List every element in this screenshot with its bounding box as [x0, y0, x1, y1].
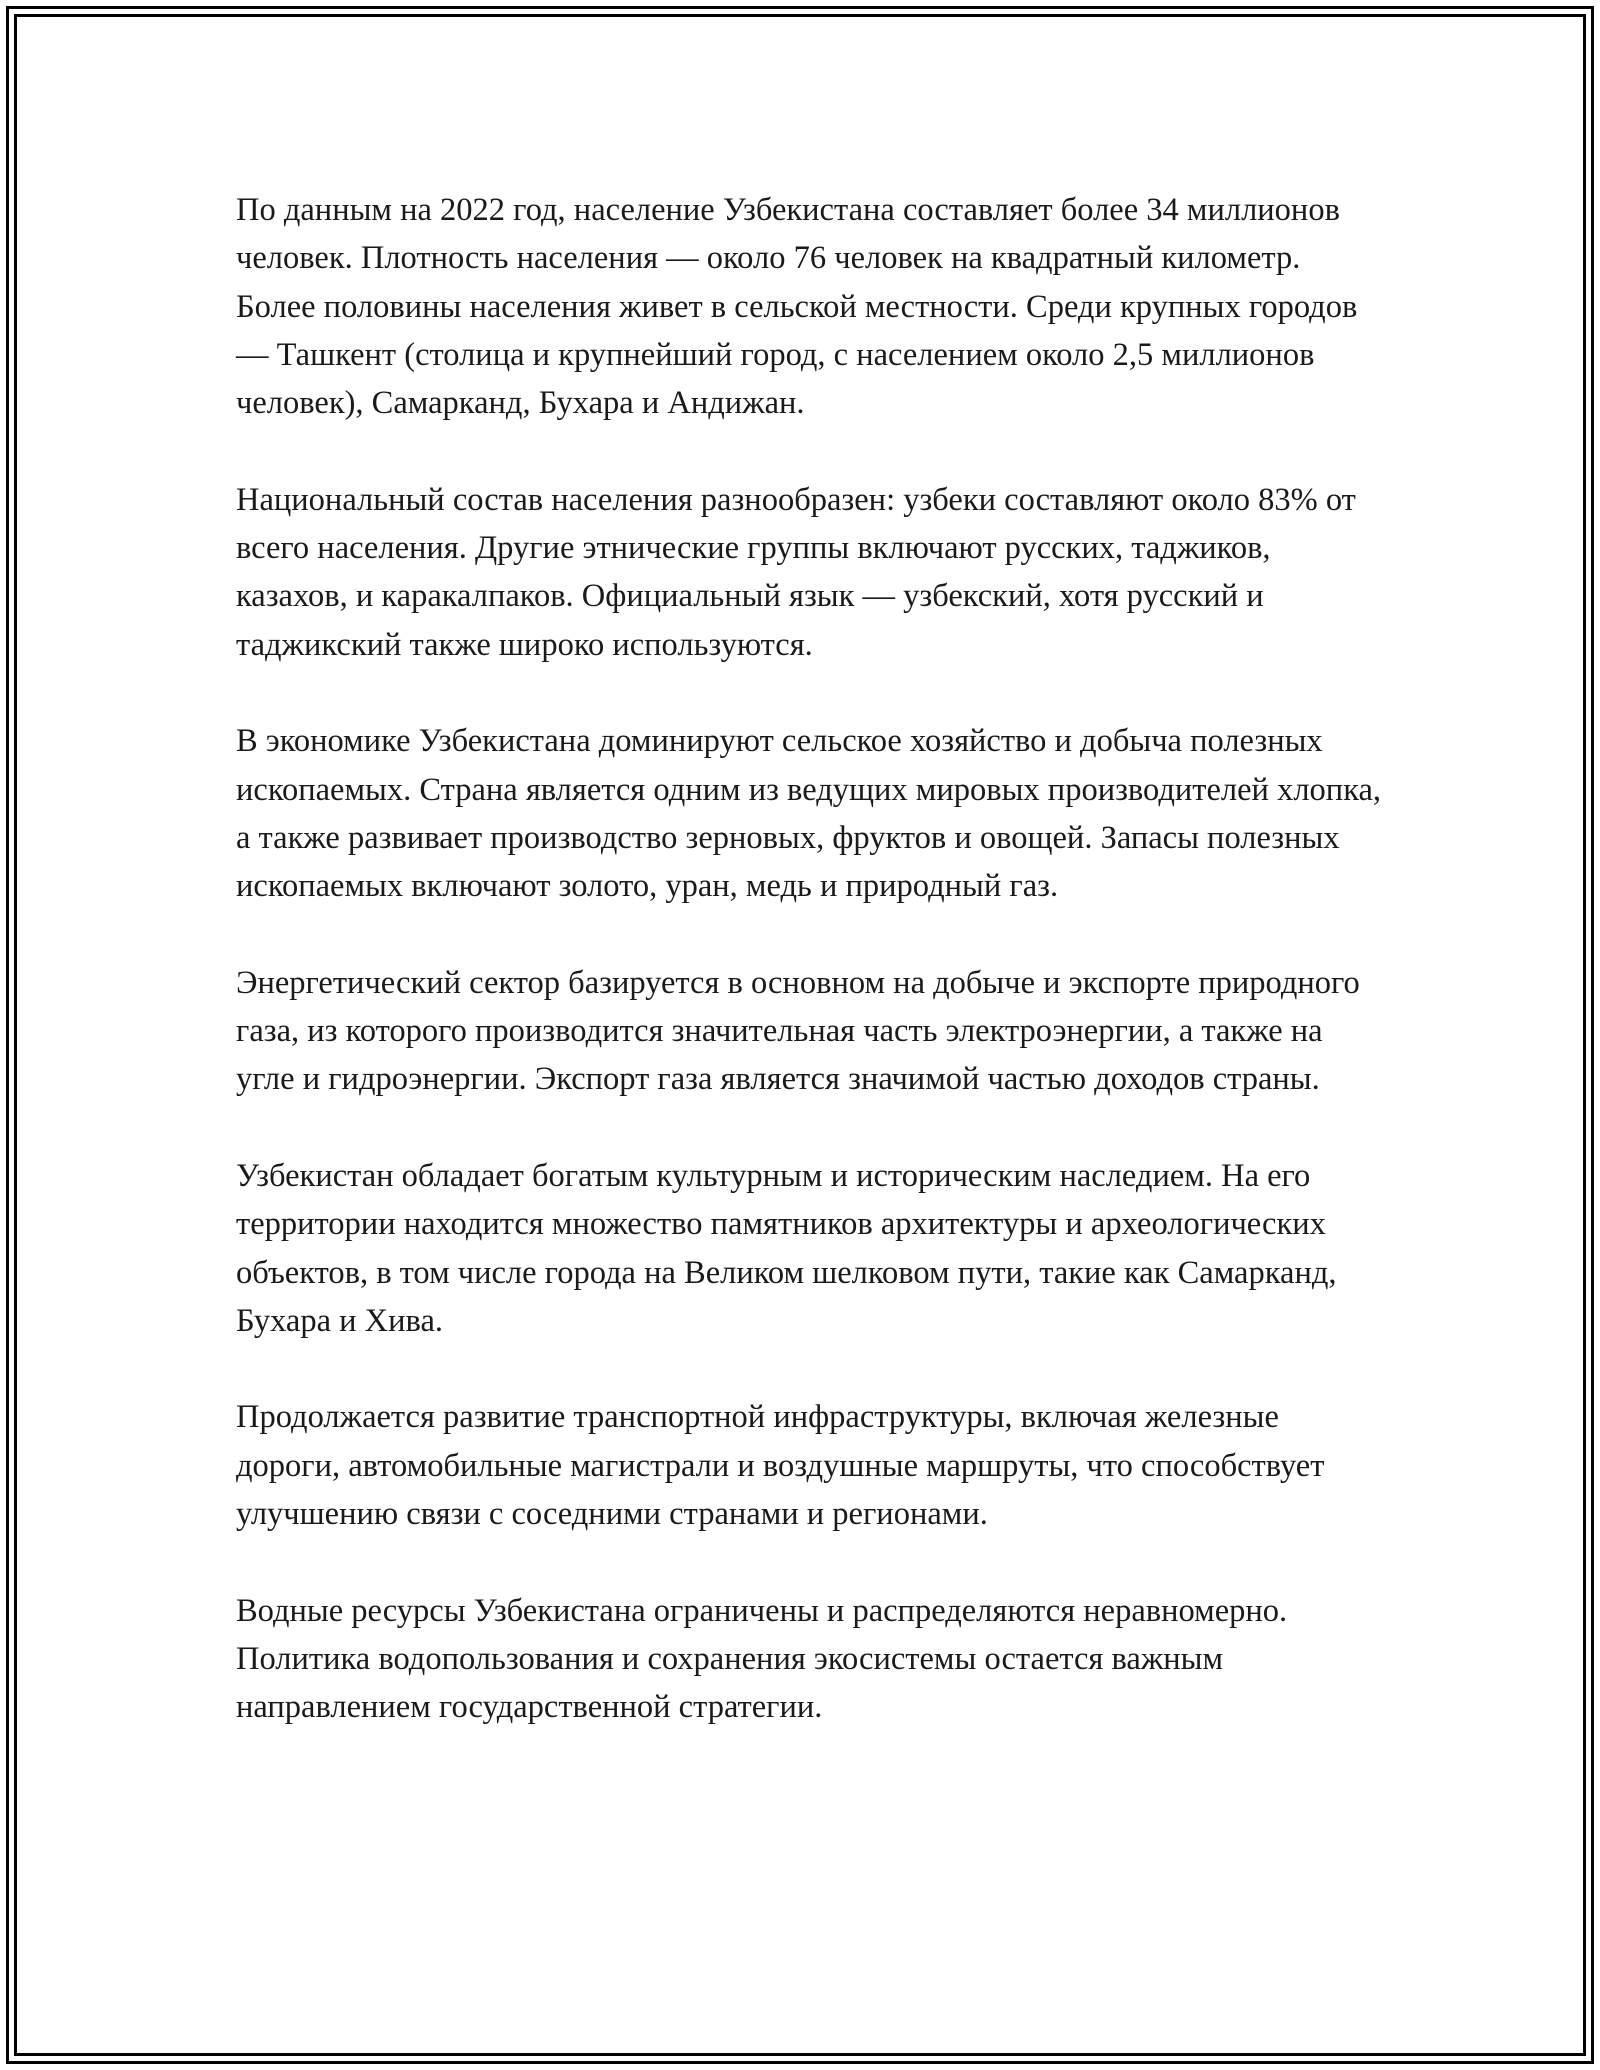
paragraph-economy: В экономике Узбекистана доминируют сельское хозяйство и добыча полезных ископаемых. Страна является одним из ведущих мировых производителей хлопка, а также развивает производство зерновых, фруктов и овощей. Запасы полезных ископаемых включают золото, уран, медь и природный газ. — [236, 723, 1382, 905]
paragraph-transport: Продолжается развитие транспортной инфраструктуры, включая железные дороги, автомобильные магистрали и воздушные маршруты, что способствует улучшению связи с соседними странами и регионами. — [236, 1399, 1325, 1533]
paragraph-cultural-heritage: Узбекистан обладает богатым культурным и историческим наследием. На его территории находится множество памятников архитектуры и археологических объектов, в том числе города на Великом шелковом пути, такие как Самарканд, Бухара и Хива. — [236, 1157, 1337, 1339]
paragraph-water-resources: Водные ресурсы Узбекистана ограничены и распределяются неравномерно. Политика водопользования и сохранения экосистемы остается важным направлением государственной стратегии. — [236, 1592, 1288, 1726]
paragraph-ethnic-composition: Национальный состав населения разнообразен: узбеки составляют около 83% от всего населения. Другие этнические группы включают русских, таджиков, казахов, и каракалпаков. Официальный язык — узбекский, хотя русский и таджикский также широко используются. — [236, 481, 1356, 663]
paragraph-energy-sector: Энергетический сектор базируется в основном на добыче и экспорте природного газа, из которого производится значительная часть электроэнергии, а также на угле и гидроэнергии. Экспорт газа является значимой частью доходов страны. — [236, 964, 1360, 1098]
paragraph-population: По данным на 2022 год, население Узбекистана составляет более 34 миллионов человек. Плотность населения — около 76 человек на квадратный километр. Более половины населения живет в сельской местности. Среди крупных городов — Ташкент (столица и крупнейший город, с населением около 2,5 миллионов человек), Самарканд, Бухара и Андижан. — [236, 192, 1358, 422]
document-body — [236, 186, 1386, 1732]
